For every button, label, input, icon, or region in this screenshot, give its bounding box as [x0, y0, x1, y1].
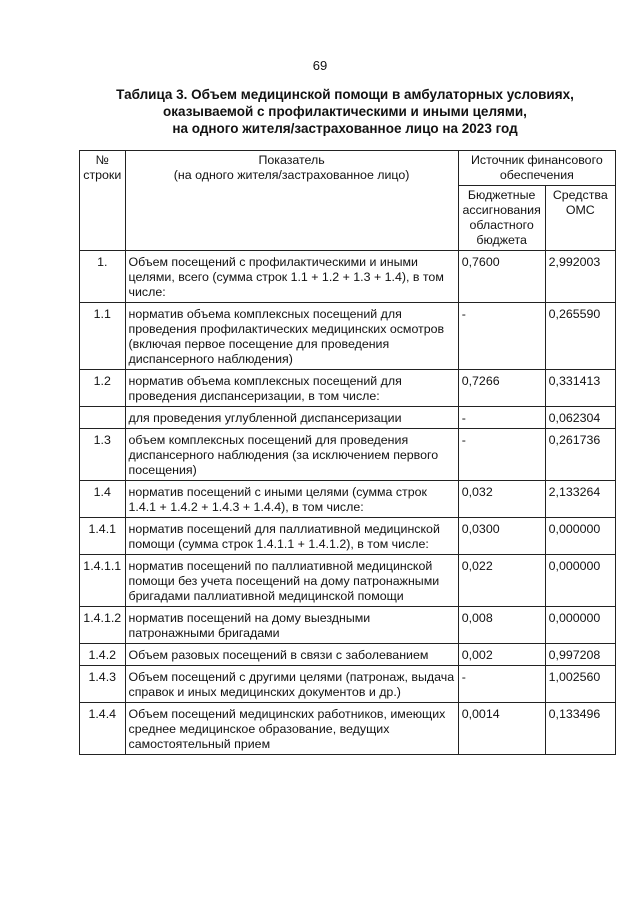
row-number-cell: 1.	[80, 251, 126, 303]
budget-value-cell: 0,002	[458, 644, 545, 666]
budget-value-cell: -	[458, 666, 545, 703]
indicator-cell: для проведения углубленной диспансеризации	[125, 407, 458, 429]
budget-value-cell: -	[458, 407, 545, 429]
oms-value-cell: 0,000000	[545, 607, 615, 644]
indicator-cell: норматив посещений по паллиативной медицинской помощи без учета посещений на дому патронажными бригадами паллиативной медицинской помощи	[125, 555, 458, 607]
indicator-cell: объем комплексных посещений для проведения диспансерного наблюдения (за исключением первого посещения)	[125, 429, 458, 481]
table-row	[80, 555, 616, 607]
row-number-cell: 1.4	[80, 481, 126, 518]
budget-value-cell: 0,0300	[458, 518, 545, 555]
row-number-cell: 1.1	[80, 303, 126, 370]
table-row	[80, 407, 616, 429]
oms-value-cell: 1,002560	[545, 666, 615, 703]
table-row	[80, 703, 616, 755]
table-row	[80, 518, 616, 555]
table-row	[80, 666, 616, 703]
title-line-2: оказываемой с профилактическими и иными целями,	[163, 104, 527, 119]
oms-value-cell: 0,062304	[545, 407, 615, 429]
row-number-cell	[80, 407, 126, 429]
oms-value-cell: 0,133496	[545, 703, 615, 755]
indicator-cell: Объем посещений медицинских работников, имеющих среднее медицинское образование, ведущих самостоятельный прием	[125, 703, 458, 755]
oms-value-cell: 2,992003	[545, 251, 615, 303]
indicator-cell: Объем посещений с другими целями (патронаж, выдача справок и иных медицинских документов и др.)	[125, 666, 458, 703]
header-indicator-title: Показатель	[258, 153, 325, 167]
table-row	[80, 251, 616, 303]
header-row-number: № строки	[80, 151, 126, 251]
indicator-cell: норматив объема комплексных посещений для проведения профилактических медицинских осмотров (включая первое посещение для проведения диспансерного наблюдения)	[125, 303, 458, 370]
budget-value-cell: -	[458, 429, 545, 481]
header-indicator	[125, 151, 458, 251]
row-number-cell: 1.4.1.1	[80, 555, 126, 607]
row-number-cell: 1.4.2	[80, 644, 126, 666]
budget-value-cell: 0,0014	[458, 703, 545, 755]
budget-value-cell: -	[458, 303, 545, 370]
oms-value-cell: 0,000000	[545, 555, 615, 607]
table-row	[80, 607, 616, 644]
title-line-3: на одного жителя/застрахованное лицо на 2023 год	[172, 121, 518, 136]
indicator-cell: норматив посещений с иными целями (сумма строк 1.4.1 + 1.4.2 + 1.4.3 + 1.4.4), в том числе:	[125, 481, 458, 518]
oms-value-cell: 0,331413	[545, 370, 615, 407]
table-row	[80, 429, 616, 481]
header-budget: Бюджетные ассигнования областного бюджета	[458, 186, 545, 251]
row-number-cell: 1.4.1	[80, 518, 126, 555]
indicator-cell: Объем разовых посещений в связи с заболеванием	[125, 644, 458, 666]
budget-value-cell: 0,7600	[458, 251, 545, 303]
oms-value-cell: 0,261736	[545, 429, 615, 481]
row-number-cell: 1.4.3	[80, 666, 126, 703]
indicator-cell: Объем посещений с профилактическими и иными целями, всего (сумма строк 1.1 + 1.2 + 1.3 + 1.4), в том числе:	[125, 251, 458, 303]
budget-value-cell: 0,008	[458, 607, 545, 644]
page-number: 69	[312, 58, 328, 73]
visits-volume-table	[79, 150, 616, 755]
row-number-cell: 1.4.4	[80, 703, 126, 755]
indicator-cell: норматив посещений для паллиативной медицинской помощи (сумма строк 1.4.1.1 + 1.4.1.2), в том числе:	[125, 518, 458, 555]
budget-value-cell: 0,7266	[458, 370, 545, 407]
header-funding-source: Источник финансового обеспечения	[458, 151, 615, 186]
indicator-cell: норматив посещений на дому выездными патронажными бригадами	[125, 607, 458, 644]
row-number-cell: 1.4.1.2	[80, 607, 126, 644]
row-number-cell: 1.3	[80, 429, 126, 481]
indicator-cell: норматив объема комплексных посещений для проведения диспансеризации, в том числе:	[125, 370, 458, 407]
oms-value-cell: 0,265590	[545, 303, 615, 370]
oms-value-cell: 2,133264	[545, 481, 615, 518]
title-line-1: Таблица 3. Объем медицинской помощи в амбулаторных условиях,	[116, 87, 574, 102]
table-body	[80, 251, 616, 755]
budget-value-cell: 0,022	[458, 555, 545, 607]
budget-value-cell: 0,032	[458, 481, 545, 518]
header-indicator-subtitle: (на одного жителя/застрахованное лицо)	[173, 168, 410, 182]
oms-value-cell: 0,997208	[545, 644, 615, 666]
table-row	[80, 644, 616, 666]
table-row	[80, 481, 616, 518]
table-row	[80, 303, 616, 370]
oms-value-cell: 0,000000	[545, 518, 615, 555]
table-title	[80, 86, 610, 137]
table-row	[80, 370, 616, 407]
row-number-cell: 1.2	[80, 370, 126, 407]
header-oms: Средства ОМС	[545, 186, 615, 251]
